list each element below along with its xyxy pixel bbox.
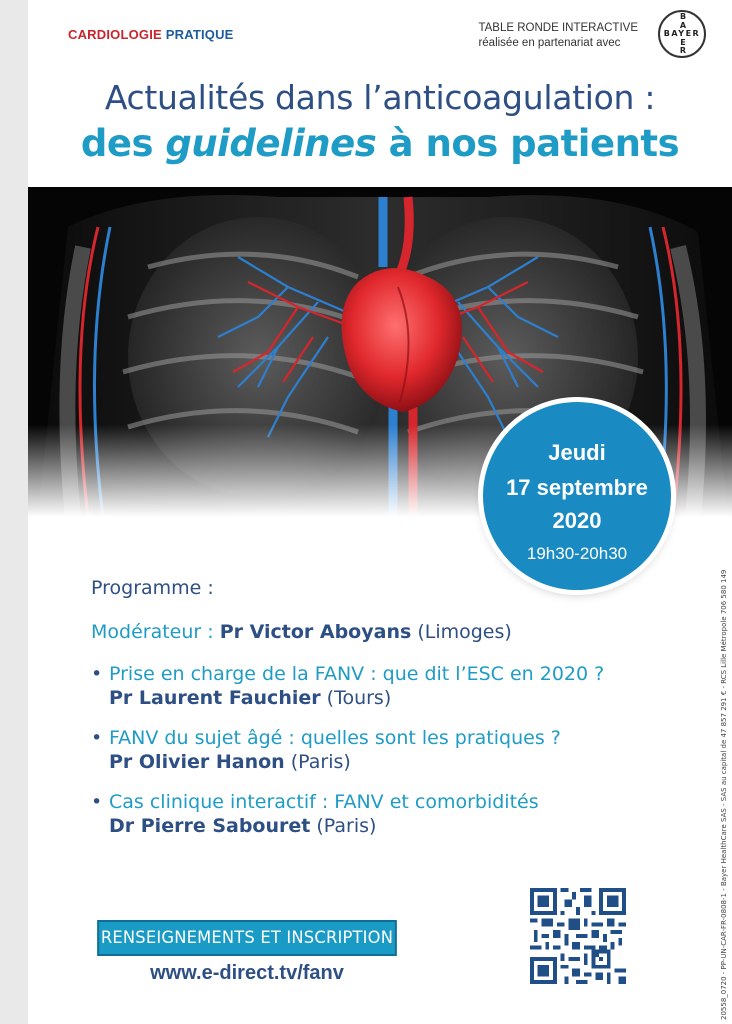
publisher-logo-part1: CARDIOLOGIE bbox=[68, 27, 162, 42]
flyer-page bbox=[28, 0, 732, 1024]
bayer-logo-horizontal: BAYER bbox=[663, 29, 701, 38]
moderator-label: Modérateur : bbox=[91, 621, 220, 643]
publisher-logo-part2: PRATIQUE bbox=[165, 27, 234, 42]
title-line1: Actualités dans l’anticoagulation : bbox=[104, 78, 656, 117]
item-topic: Prise en charge de la FANV : que dit l’ESC en 2020 ? bbox=[109, 663, 605, 685]
event-date-badge bbox=[483, 402, 671, 590]
bayer-logo bbox=[658, 10, 706, 58]
event-time: 19h30-20h30 bbox=[526, 544, 628, 563]
item-topic: FANV du sujet âgé : quelles sont les pratiques ? bbox=[109, 727, 561, 749]
item-city: (Paris) bbox=[284, 751, 351, 773]
registration-banner: RENSEIGNEMENTS ET INSCRIPTION bbox=[97, 920, 397, 956]
title-line2-post: à nos patients bbox=[376, 122, 680, 165]
item-speaker: Pr Olivier Hanon bbox=[109, 751, 285, 773]
programme-section bbox=[91, 576, 731, 854]
bullet: • bbox=[91, 791, 103, 813]
registration-link[interactable]: www.e-direct.tv/fanv bbox=[150, 962, 344, 984]
programme-heading: Programme : bbox=[91, 577, 214, 599]
moderator-city: (Limoges) bbox=[411, 621, 512, 643]
item-city: (Tours) bbox=[320, 687, 392, 709]
item-topic: Cas clinique interactif : FANV et comorbidités bbox=[109, 791, 539, 813]
partner-notice bbox=[478, 21, 638, 51]
partner-line2: réalisée en partenariat avec bbox=[478, 37, 621, 49]
item-speaker: Pr Laurent Fauchier bbox=[109, 687, 321, 709]
bullet: • bbox=[91, 663, 103, 685]
legal-mention: 20558_0720 - PP-UN-CAR-FR-0808-1 - Bayer HealthCare SAS - SAS au capital de 47 857 291 € - RCS Lille Métropole 706 580 149 bbox=[720, 569, 728, 1020]
publisher-logo bbox=[68, 27, 234, 42]
programme-item bbox=[91, 790, 731, 838]
programme-item bbox=[91, 726, 731, 774]
qr-code[interactable] bbox=[530, 888, 626, 984]
event-year: 2020 bbox=[552, 508, 602, 533]
event-day: Jeudi bbox=[548, 440, 606, 465]
bullet: • bbox=[91, 727, 103, 749]
title-line2 bbox=[28, 122, 732, 165]
partner-line1: TABLE RONDE INTERACTIVE bbox=[478, 22, 638, 34]
programme-item bbox=[91, 662, 731, 710]
bayer-logo-vertical: B A E R bbox=[679, 12, 687, 56]
item-speaker: Dr Pierre Sabouret bbox=[109, 815, 311, 837]
event-date: 17 septembre bbox=[506, 475, 648, 500]
moderator-name: Pr Victor Aboyans bbox=[219, 621, 412, 643]
item-city: (Paris) bbox=[310, 815, 377, 837]
title-line2-emphasis: guidelines bbox=[165, 122, 377, 165]
title-line2-pre: des bbox=[80, 122, 166, 165]
moderator-line bbox=[91, 620, 731, 644]
